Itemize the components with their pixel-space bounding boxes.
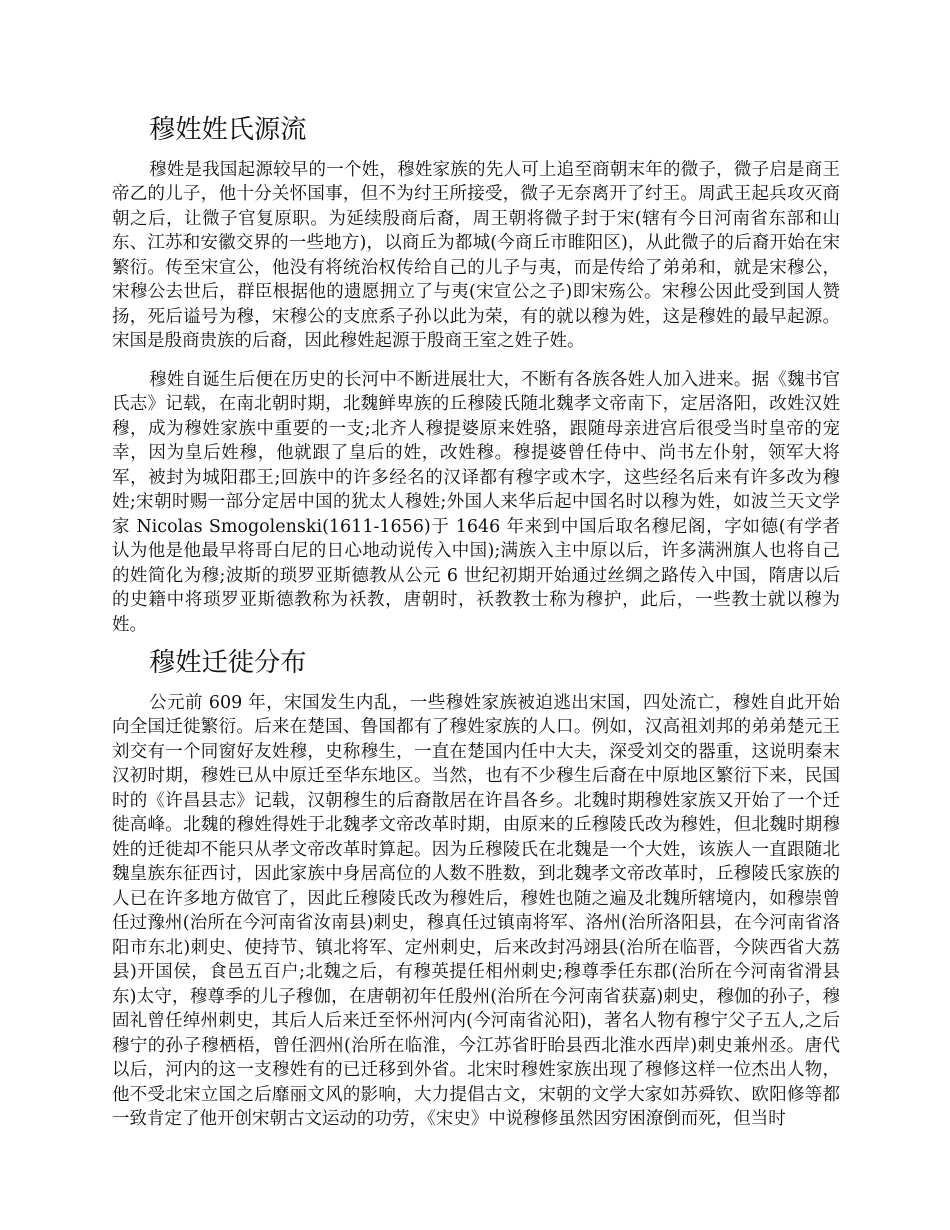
paragraph-migration-1: 公元前 609 年，宋国发生内乱，一些穆姓家族被迫逃出宋国，四处流亡，穆姓自此开始向全国迁徙繁衍。后来在楚国、鲁国都有了穆姓家族的人口。例如，汉高祖刘邦的弟弟楚元王刘交有一个同窗好友姓穆，史称穆生，一直在楚国内任中大夫，深受刘交的器重，这说明秦末汉初时期，穆姓已从中原迁至华东地区。当然，也有不少穆生后裔在中原地区繁衍下来，民国时的《许昌县志》记载，汉朝穆生的后裔散居在许昌各乡。北魏时期穆姓家族又开始了一个迁徙高峰。北魏的穆姓得姓于北魏孝文帝改革时期，由原来的丘穆陵氏改为穆姓，但北魏时期穆姓的迁徙却不能只从孝文帝改革时算起。因为丘穆陵氏在北魏是一个大姓，该族人一直跟随北魏皇族东征西讨，因此家族中身居高位的人数不胜数，到北魏孝文帝改革时，丘穆陵氏家族的人已在许多地方做官了，因此丘穆陵氏改为穆姓后，穆姓也随之遍及北魏所辖境内，如穆崇曾任过豫州(治所在今河南省汝南县)刺史，穆真任过镇南将军、洛州(治所洛阳县，在今河南省洛阳市东北)刺史、使持节、镇北将军、定州刺史，后来改封冯翊县(治所在临晋，今陕西省大荔县)开国侯，食邑五百户;北魏之后，有穆英提任相州刺史;穆尊季任东郡(治所在今河南省滑县东)太守，穆尊季的儿子穆伽，在唐朝初年任殷州(治所在今河南省获嘉)刺史，穆伽的孙子，穆固礼曾任绰州刺史，其后人后来迁至怀州河内(今河南省沁阳)，著名人物有穆宁父子五人,之后穆宁的孙子穆栖梧，曾任泗州(治所在临淮，今江苏省盱眙县西北淮水西岸)刺史兼州丞。唐代以后，河内的这一支穆姓有的已迁移到外省。北宋时穆姓家族出现了穆修这样一位杰出人物，他不受北宋立国之后靡丽文风的影响，大力提倡古文，宋朝的文学大家如苏舜钦、欧阳修等都一致肯定了他开创宋朝古文运动的功劳，《宋史》中说穆修虽然因穷困潦倒而死，但当时 — [112, 692, 840, 1129]
document-page — [112, 115, 840, 1132]
paragraph-origin-2: 穆姓自诞生后便在历史的长河中不断进展壮大，不断有各族各姓人加入进来。据《魏书官氏志》记载，在南北朝时期，北魏鲜卑族的丘穆陵氏随北魏孝文帝南下，定居洛阳，改姓汉姓穆，成为穆姓家族中重要的一支;北齐人穆提婆原来姓骆，跟随母亲进宫后很受当时皇帝的宠幸，因为皇后姓穆，他就跟了皇后的姓，改姓穆。穆提婆曾任侍中、尚书左仆射，领军大将军，被封为城阳郡王;回族中的许多经名的汉译都有穆字或木字，这些经名后来有许多改为穆姓;宋朝时赐一部分定居中国的犹太人穆姓;外国人来华后起中国名时以穆为姓，如波兰天文学家 Nicolas Smogolenski(1611-1656)于 1646 年来到中国后取名穆尼阁，字如德(有学者认为他是他最早将哥白尼的日心地动说传入中国);满族入主中原以后，许多满洲旗人也将自己的姓简化为穆;波斯的琐罗亚斯德教从公元 6 世纪初期开始通过丝绸之路传入中国，隋唐以后的史籍中将琐罗亚斯德教称为袄教，唐朝时，袄教教士称为穆护，此后，一些教士就以穆为姓。 — [112, 369, 840, 635]
paragraph-origin-1: 穆姓是我国起源较早的一个姓，穆姓家族的先人可上追至商朝末年的微子，微子启是商王帝乙的儿子，他十分关怀国事，但不为纣王所接受，微子无奈离开了纣王。周武王起兵攻灭商朝之后，让微子官复原职。为延续殷商后裔，周王朝将微子封于宋(辖有今日河南省东部和山东、江苏和安徽交界的一些地方)，以商丘为都城(今商丘市睢阳区)，从此微子的后裔开始在宋繁衍。传至宋宣公，他没有将统治权传给自己的儿子与夷，而是传给了弟弟和，就是宋穆公，宋穆公去世后，群臣根据他的遗愿拥立了与夷(宋宣公之子)即宋殇公。宋穆公因此受到国人赞扬，死后谥号为穆，宋穆公的支庶系子孙以此为荣，有的就以穆为姓，这是穆姓的最早起源。宋国是殷商贵族的后裔，因此穆姓起源于殷商王室之姓子姓。 — [112, 159, 840, 351]
section-heading-origin: 穆姓姓氏源流 — [149, 115, 307, 145]
section-heading-migration: 穆姓迁徙分布 — [149, 648, 307, 678]
